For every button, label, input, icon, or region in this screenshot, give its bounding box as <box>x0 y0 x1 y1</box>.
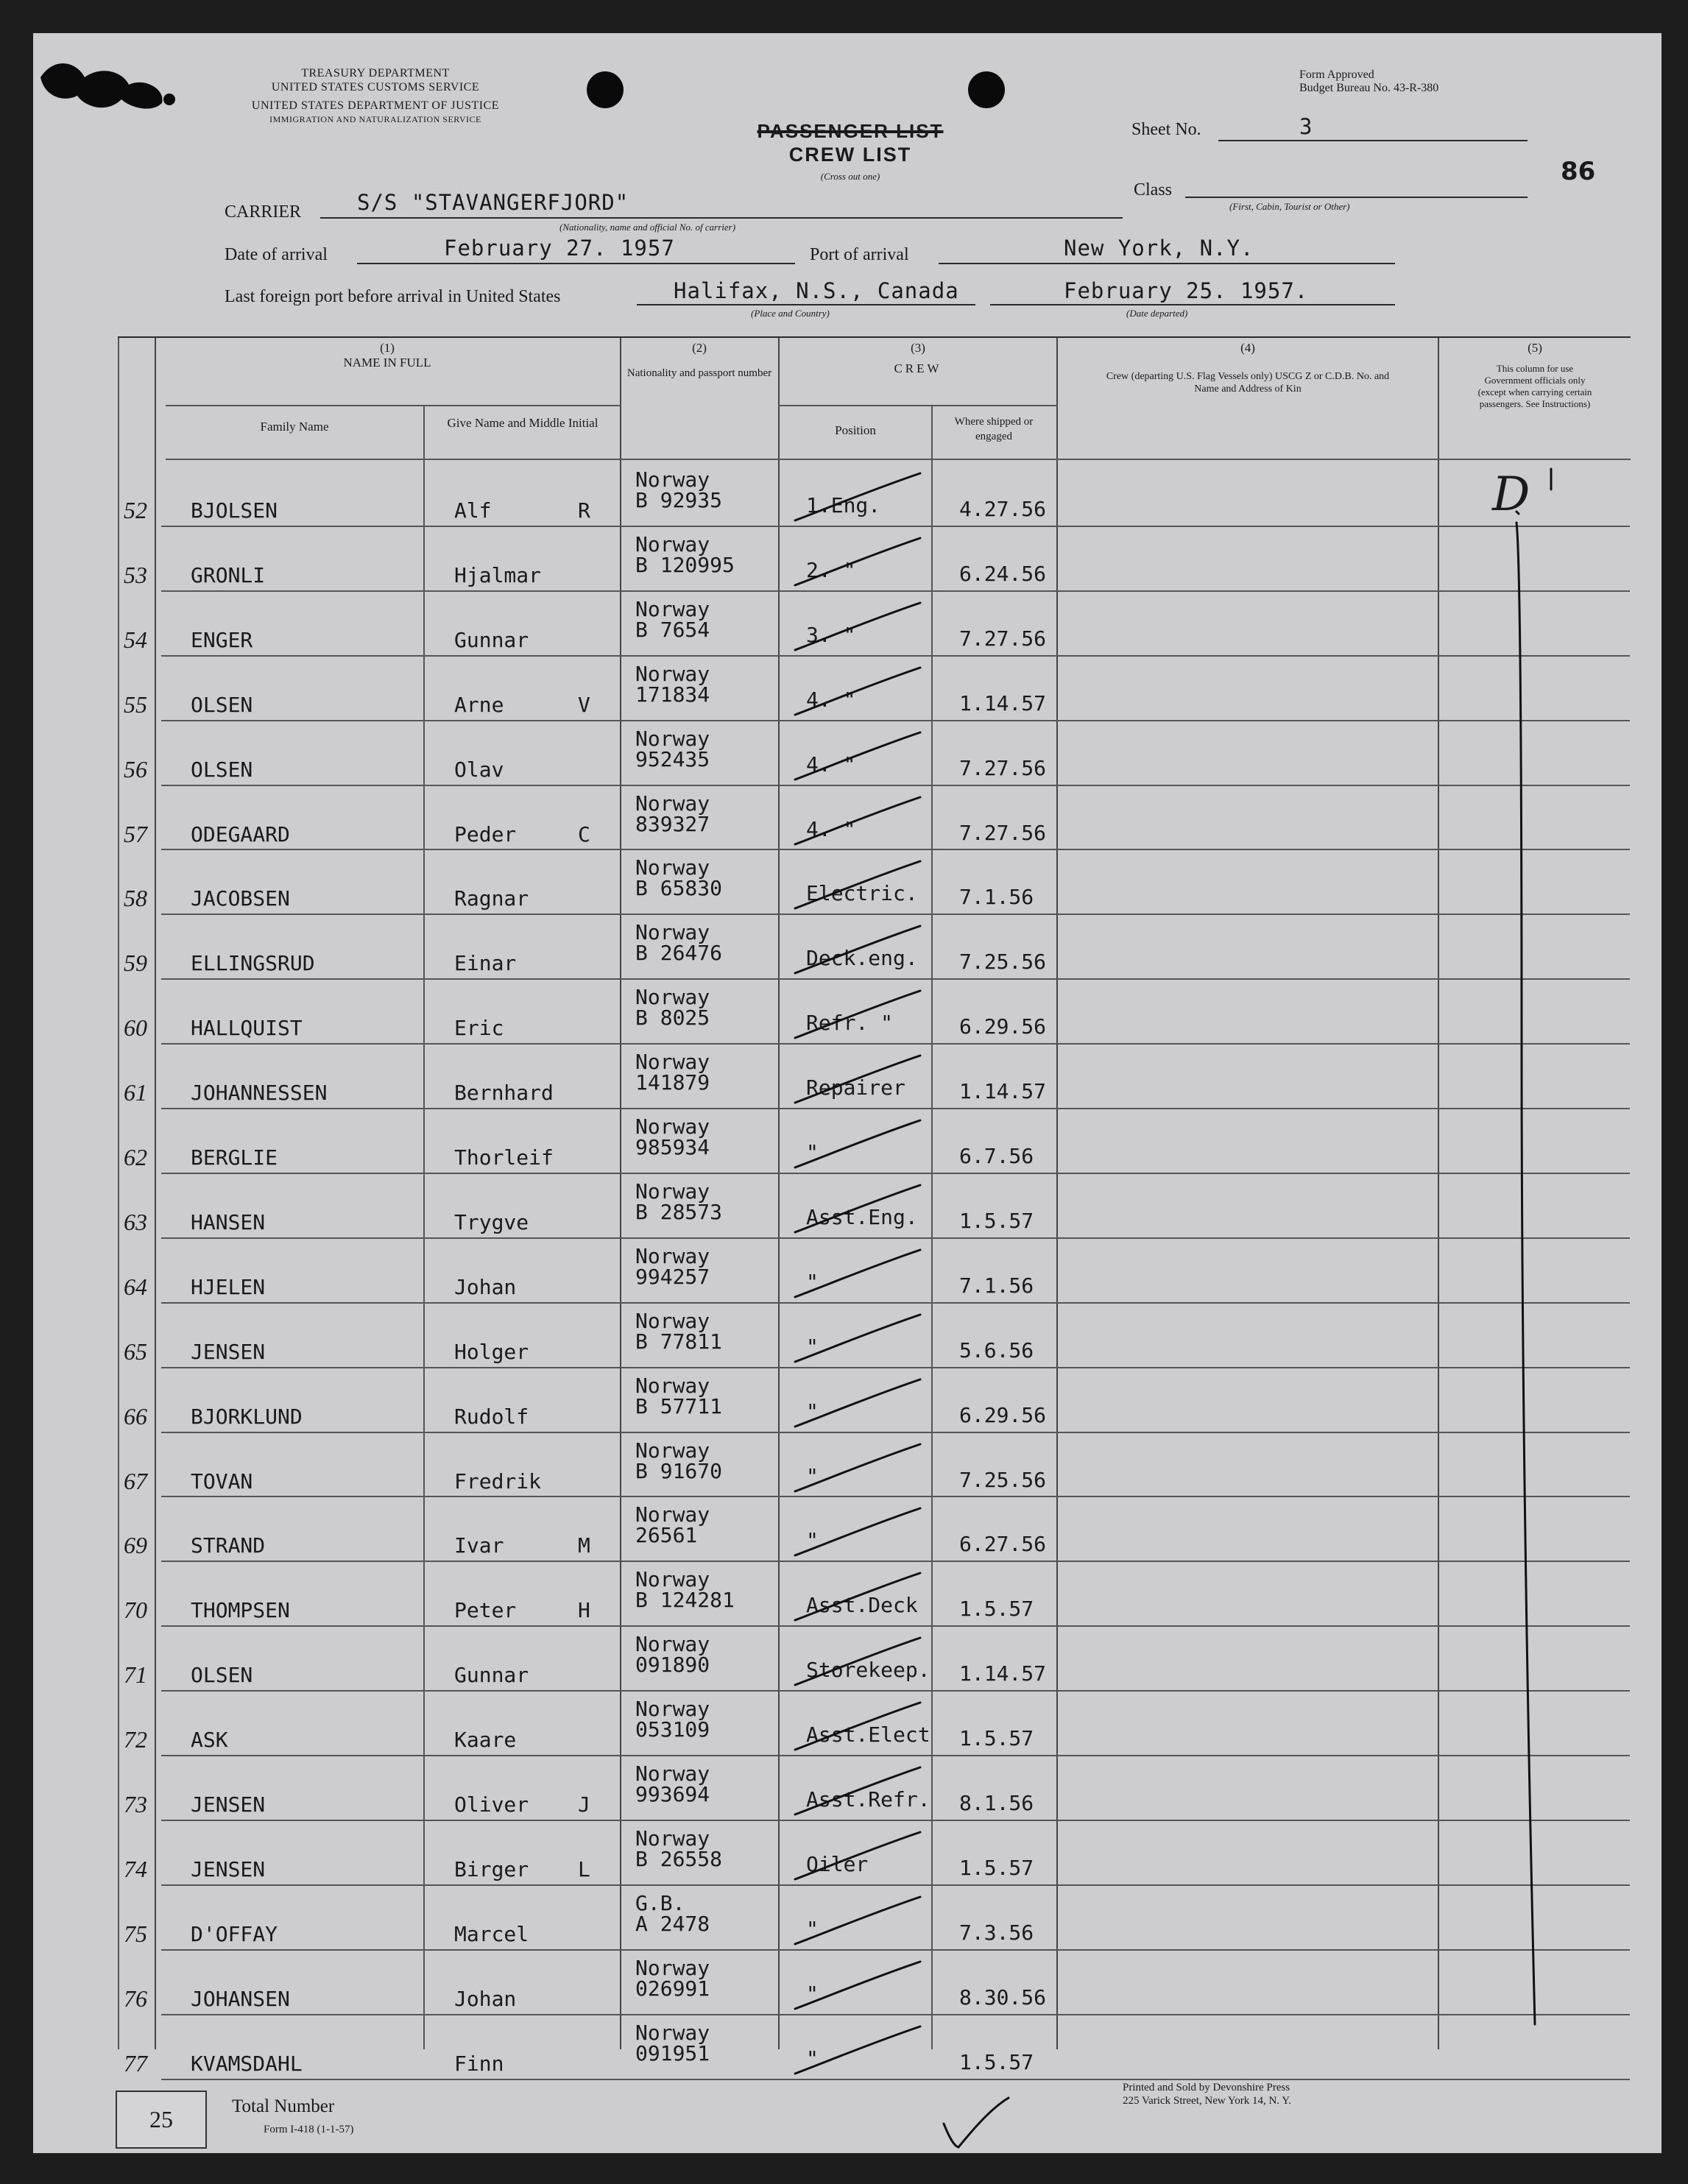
col3-heading <box>780 341 1056 376</box>
crew-position: 4. " <box>806 687 856 712</box>
date-departed-hint: (Date departed) <box>1126 308 1188 319</box>
check-slash-mark <box>784 467 931 526</box>
passport-number: 091951 <box>635 2040 710 2065</box>
engaged-date: 8.1.56 <box>959 1791 1034 1815</box>
check-slash-mark <box>784 1244 931 1303</box>
given-name: Olav <box>454 757 504 782</box>
engaged-date: 1.5.57 <box>959 1855 1034 1880</box>
check-slash-mark <box>784 855 931 914</box>
given-name: Bernhard <box>454 1081 554 1106</box>
ink-blot-mark <box>33 48 195 129</box>
engaged-date: 6.29.56 <box>959 1402 1047 1427</box>
passport-number: 091890 <box>635 1653 710 1678</box>
col5-title: This column for use Government officials only (except when carrying certain passengers. See Instructions) <box>1477 363 1592 409</box>
last-port-label: Last foreign port before arrival in United States <box>225 287 561 306</box>
col5-number: (5) <box>1528 341 1542 355</box>
middle-initial: C <box>578 821 590 847</box>
check-slash-mark <box>784 1309 931 1368</box>
engaged-date: 8.30.56 <box>959 1985 1047 2010</box>
last-port-hint: (Place and Country) <box>751 308 830 319</box>
row-number: 53 <box>124 561 147 588</box>
family-name: ELLINGSRUD <box>191 951 315 976</box>
passport-number: B 77811 <box>635 1329 723 1354</box>
agency-line: UNITED STATES CUSTOMS SERVICE <box>271 81 480 93</box>
nationality: Norway <box>635 726 710 751</box>
engaged-date: 1.5.57 <box>959 2049 1034 2074</box>
engaged-date: 1.5.57 <box>959 1597 1034 1622</box>
family-name: STRAND <box>191 1533 266 1558</box>
printer-line: Printed and Sold by Devonshire Press <box>1123 2082 1290 2093</box>
checkmark-icon <box>935 2094 1023 2153</box>
engaged-date: 6.29.56 <box>959 1014 1047 1039</box>
row-number: 52 <box>124 497 147 523</box>
row-number: 66 <box>124 1402 147 1430</box>
printer-credit <box>1123 2081 1291 2107</box>
printer-line: 225 Varick Street, New York 14, N. Y. <box>1123 2095 1291 2107</box>
document-title: CREW LIST <box>788 144 912 166</box>
family-name-heading: Family Name <box>260 420 329 434</box>
crew-position: " <box>806 1528 819 1553</box>
passport-number: B 120995 <box>635 552 735 577</box>
engaged-date: 6.27.56 <box>959 1532 1047 1557</box>
engaged-date: 1.14.57 <box>959 1079 1047 1104</box>
engaged-date: 7.27.56 <box>959 626 1047 651</box>
row-number: 61 <box>124 1079 147 1106</box>
nationality: Norway <box>635 1761 710 1786</box>
nationality: Norway <box>635 661 710 686</box>
crew-position: Refr. " <box>806 1011 894 1036</box>
family-name: KVAMSDAHL <box>191 2051 303 2076</box>
row-number: 62 <box>124 1144 147 1170</box>
check-slash-mark <box>784 920 931 979</box>
arrival-date: February 27. 1957 <box>444 236 675 261</box>
nationality: Norway <box>635 1567 710 1592</box>
middle-initial: R <box>578 498 590 523</box>
nationality: Norway <box>635 1114 710 1139</box>
passport-number: A 2478 <box>635 1911 710 1936</box>
passport-number: 994257 <box>635 1264 710 1289</box>
engaged-date: 1.14.57 <box>959 1661 1047 1686</box>
class-label: Class <box>1134 180 1173 199</box>
budget-bureau-text: Budget Bureau No. 43-R-380 <box>1299 82 1439 94</box>
given-name: Peder <box>454 821 517 847</box>
agency-line: UNITED STATES DEPARTMENT OF JUSTICE <box>251 99 500 112</box>
row-number: 60 <box>124 1014 147 1042</box>
middle-initial: V <box>578 692 590 717</box>
handwritten-d: D <box>1492 467 1530 522</box>
col1-heading <box>155 341 620 370</box>
crew-position: " <box>806 1334 819 1359</box>
family-name: JACOBSEN <box>191 886 290 911</box>
row-number: 71 <box>124 1661 147 1689</box>
official-mark-line <box>1439 460 1631 2050</box>
crew-position: 3. " <box>806 622 856 647</box>
crew-position: 2. " <box>806 557 856 582</box>
crew-list-sheet <box>33 33 1661 2153</box>
crew-position: " <box>806 1269 819 1294</box>
check-slash-mark <box>784 727 931 785</box>
port-value: New York, N.Y. <box>1064 236 1254 261</box>
col5-heading <box>1439 341 1631 410</box>
middle-initial: H <box>578 1598 590 1623</box>
punch-hole-left <box>587 71 624 108</box>
row-number: 73 <box>124 1791 147 1817</box>
passport-number: 171834 <box>635 682 710 707</box>
date-departed: February 25. 1957. <box>1064 278 1309 303</box>
sheet-number: 3 <box>1299 114 1313 139</box>
check-slash-mark <box>784 1956 931 2015</box>
given-name: Peter <box>454 1598 517 1623</box>
agency-header <box>202 66 548 127</box>
family-name: BERGLIE <box>191 1145 278 1170</box>
check-slash-mark <box>784 1632 931 1691</box>
carrier-value: S/S "STAVANGERFJORD" <box>357 190 629 215</box>
crew-position: Asst.Deck <box>806 1593 918 1618</box>
check-slash-mark <box>784 1567 931 1626</box>
check-slash-mark <box>784 2021 931 2079</box>
col3-number: (3) <box>911 341 925 355</box>
nationality: G.B. <box>635 1890 685 1915</box>
check-slash-mark <box>784 1050 931 1109</box>
given-name: Finn <box>454 2051 504 2076</box>
passport-number: B 92935 <box>635 488 723 512</box>
row-number: 54 <box>124 626 147 653</box>
nationality: Norway <box>635 1826 710 1851</box>
port-label: Port of arrival <box>810 245 909 264</box>
passport-number: 26561 <box>635 1523 698 1548</box>
row-number: 76 <box>124 1985 147 2012</box>
passport-number: 952435 <box>635 746 710 771</box>
engaged-date: 7.1.56 <box>959 885 1034 910</box>
given-name: Hjalmar <box>454 562 542 587</box>
passport-number: 053109 <box>635 1717 710 1742</box>
middle-initial: L <box>578 1856 590 1881</box>
family-name: HANSEN <box>191 1209 266 1234</box>
family-name: ODEGAARD <box>191 821 290 847</box>
given-name: Birger <box>454 1856 529 1881</box>
family-name: BJORKLUND <box>191 1404 303 1429</box>
crew-position: Oiler <box>806 1851 869 1876</box>
crew-position: Asst.Refr. <box>806 1787 930 1812</box>
agency-line: TREASURY DEPARTMENT <box>301 67 450 79</box>
family-name: JOHANSEN <box>191 1986 290 2011</box>
crew-position: " <box>806 1399 819 1424</box>
check-slash-mark <box>784 1697 931 1756</box>
total-label: Total Number <box>232 2096 335 2116</box>
given-name: Oliver <box>454 1792 529 1817</box>
nationality: Norway <box>635 1632 710 1657</box>
family-name: OLSEN <box>191 692 253 717</box>
family-name: OLSEN <box>191 757 253 782</box>
given-name: Ragnar <box>454 886 529 911</box>
crew-position: " <box>806 1463 819 1488</box>
position-heading: Position <box>835 423 876 437</box>
given-name: Rudolf <box>454 1404 529 1429</box>
given-name: Holger <box>454 1339 529 1364</box>
passport-number: 141879 <box>635 1070 710 1095</box>
nationality: Norway <box>635 1243 710 1268</box>
engaged-date: 7.1.56 <box>959 1273 1034 1298</box>
family-name: JOHANNESSEN <box>191 1081 328 1106</box>
page-number: 86 <box>1561 157 1596 186</box>
passport-number: B 65830 <box>635 876 723 901</box>
family-name: BJOLSEN <box>191 498 278 523</box>
engaged-date: 1.5.57 <box>959 1208 1034 1233</box>
family-name: D'OFFAY <box>191 1921 278 1946</box>
family-name: ASK <box>191 1728 228 1753</box>
passport-number: 839327 <box>635 811 710 836</box>
crew-position: " <box>806 1916 819 1941</box>
nationality: Norway <box>635 791 710 816</box>
form-approved-text: Form Approved <box>1299 68 1374 81</box>
crew-position: 4. " <box>806 752 856 777</box>
given-name: Marcel <box>454 1921 529 1946</box>
given-name: Einar <box>454 951 517 976</box>
nationality: Norway <box>635 855 710 880</box>
nationality: Norway <box>635 1178 710 1204</box>
engaged-date: 4.27.56 <box>959 497 1047 521</box>
check-slash-mark <box>784 532 931 591</box>
passport-number: B 91670 <box>635 1458 723 1483</box>
crew-position: " <box>806 1981 819 2006</box>
family-name: ENGER <box>191 627 253 652</box>
check-slash-mark <box>784 1502 931 1561</box>
passport-number: B 28573 <box>635 1199 723 1224</box>
family-name: HALLQUIST <box>191 1016 303 1041</box>
row-number: 55 <box>124 690 147 718</box>
given-name-heading: Give Name and Middle Initial <box>447 416 598 430</box>
col1-title: NAME IN FULL <box>343 356 431 370</box>
row-number: 69 <box>124 1532 147 1559</box>
crew-position: Electric. <box>806 881 918 906</box>
given-name: Ivar <box>454 1533 504 1558</box>
crew-position: Deck.eng. <box>806 946 918 971</box>
crew-position: Repairer <box>806 1075 905 1100</box>
nationality: Norway <box>635 2020 710 2045</box>
engaged-date: 6.7.56 <box>959 1144 1034 1168</box>
check-slash-mark <box>784 1891 931 1950</box>
punch-hole-right <box>968 71 1005 108</box>
nationality: Norway <box>635 1373 710 1398</box>
nationality: Norway <box>635 596 710 621</box>
row-number: 75 <box>124 1920 147 1947</box>
nationality: Norway <box>635 1955 710 1980</box>
passport-number: B 57711 <box>635 1393 723 1418</box>
row-number: 77 <box>124 2049 147 2077</box>
sheet-label: Sheet No. <box>1131 120 1201 139</box>
col4-title: Crew (departing U.S. Flag Vessels only) USCG Z or C.D.B. No. and Name and Address of Kin <box>1106 371 1390 395</box>
carrier-hint: (Nationality, name and official No. of carrier) <box>559 222 736 233</box>
nationality: Norway <box>635 920 710 945</box>
given-name: Thorleif <box>454 1145 554 1170</box>
check-slash-mark <box>784 1438 931 1497</box>
crew-position: 4. " <box>806 816 856 841</box>
nationality: Norway <box>635 1502 710 1527</box>
check-slash-mark <box>784 662 931 721</box>
row-number: 65 <box>124 1337 147 1365</box>
row-number: 59 <box>124 950 147 977</box>
col2-number: (2) <box>692 341 707 355</box>
passport-number: 993694 <box>635 1782 710 1806</box>
given-name: Gunnar <box>454 1663 529 1688</box>
form-approval <box>1299 68 1438 95</box>
engaged-date: 1.14.57 <box>959 690 1047 715</box>
check-slash-mark <box>784 597 931 656</box>
nationality: Norway <box>635 531 710 556</box>
given-name: Alf <box>454 498 492 523</box>
agency-line: IMMIGRATION AND NATURALIZATION SERVICE <box>269 114 481 124</box>
family-name: GRONLI <box>191 562 266 587</box>
col2-title: Nationality and passport number <box>626 367 772 379</box>
check-slash-mark <box>784 791 931 850</box>
engaged-date: 1.5.57 <box>959 1726 1034 1751</box>
check-slash-mark <box>784 1114 931 1173</box>
row-number: 58 <box>124 885 147 912</box>
given-name: Gunnar <box>454 627 529 652</box>
cross-out-hint: (Cross out one) <box>820 171 880 182</box>
nationality: Norway <box>635 985 710 1010</box>
col2-heading <box>622 341 777 381</box>
family-name: JENSEN <box>191 1339 266 1364</box>
given-name: Kaare <box>454 1728 517 1753</box>
check-slash-mark <box>784 1826 931 1885</box>
row-number: 74 <box>124 1855 147 1882</box>
crew-position: Storekeep. <box>806 1658 930 1683</box>
engaged-date: 5.6.56 <box>959 1337 1034 1363</box>
engaged-date: 7.25.56 <box>959 1467 1047 1492</box>
family-name: THOMPSEN <box>191 1598 290 1623</box>
nationality: Norway <box>635 1050 710 1075</box>
col4-number: (4) <box>1240 341 1255 355</box>
crew-position: Asst.Elect <box>806 1722 930 1747</box>
family-name: OLSEN <box>191 1663 253 1688</box>
form-number: Form I-418 (1-1-57) <box>264 2124 354 2135</box>
passport-number: B 8025 <box>635 1006 710 1031</box>
carrier-label: CARRIER <box>225 202 302 222</box>
where-shipped-heading: Where shipped or engaged <box>954 416 1034 442</box>
row-number: 72 <box>124 1726 147 1753</box>
col4-heading <box>1058 341 1438 395</box>
family-name: JENSEN <box>191 1856 266 1881</box>
col1-number: (1) <box>380 341 395 355</box>
nationality: Norway <box>635 467 710 492</box>
row-number: 67 <box>124 1467 147 1494</box>
crew-position: " <box>806 1140 819 1165</box>
nationality: Norway <box>635 1308 710 1333</box>
struck-title: PASSENGER LIST <box>757 120 944 142</box>
engaged-date: 7.27.56 <box>959 755 1047 780</box>
row-number: 70 <box>124 1597 147 1624</box>
given-name: Arne <box>454 692 504 717</box>
passport-number: 985934 <box>635 1135 710 1159</box>
family-name: HJELEN <box>191 1274 266 1299</box>
passport-number: 026991 <box>635 1976 710 2001</box>
given-name: Trygve <box>454 1209 529 1234</box>
check-slash-mark <box>784 1761 931 1820</box>
row-number: 63 <box>124 1208 147 1235</box>
class-hint: (First, Cabin, Tourist or Other) <box>1229 201 1350 212</box>
engaged-date: 7.3.56 <box>959 1920 1034 1945</box>
nationality: Norway <box>635 1697 710 1722</box>
passport-number: B 26476 <box>635 941 723 966</box>
last-port-value: Halifax, N.S., Canada <box>674 278 959 303</box>
engaged-date: 7.25.56 <box>959 950 1047 975</box>
check-slash-mark <box>784 1179 931 1238</box>
given-name: Eric <box>454 1016 504 1041</box>
passport-number: B 124281 <box>635 1588 735 1613</box>
middle-initial: M <box>578 1533 590 1558</box>
passport-number: B 26558 <box>635 1846 723 1871</box>
row-number: 57 <box>124 820 147 847</box>
total-count-box: 25 <box>116 2091 207 2149</box>
arrival-label: Date of arrival <box>225 245 328 264</box>
row-number: 64 <box>124 1273 147 1300</box>
engaged-date: 7.27.56 <box>959 820 1047 845</box>
given-name: Johan <box>454 1986 517 2011</box>
row-number: 56 <box>124 755 147 782</box>
family-name: JENSEN <box>191 1792 266 1817</box>
crew-position: Asst.Eng. <box>806 1204 918 1229</box>
crew-position: " <box>806 2046 819 2071</box>
family-name: TOVAN <box>191 1469 253 1494</box>
passport-number: B 7654 <box>635 617 710 642</box>
col3-title: CREW <box>894 361 942 375</box>
middle-initial: J <box>578 1792 590 1817</box>
engaged-date: 6.24.56 <box>959 561 1047 586</box>
check-slash-mark <box>784 1374 931 1432</box>
nationality: Norway <box>635 1438 710 1463</box>
given-name: Johan <box>454 1274 517 1299</box>
check-slash-mark <box>784 985 931 1044</box>
given-name: Fredrik <box>454 1469 542 1494</box>
crew-position: 1.Eng. <box>806 493 881 517</box>
